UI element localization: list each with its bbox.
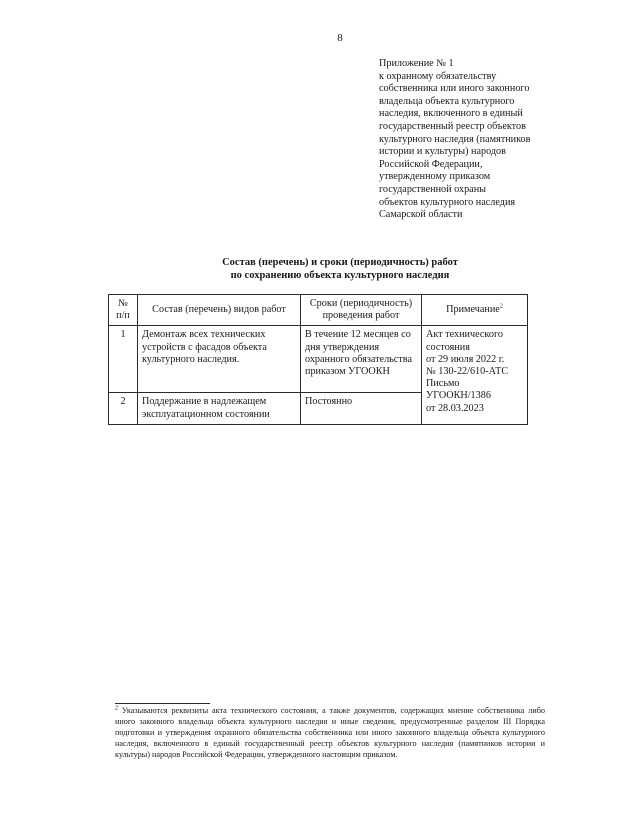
header-num: № п/п xyxy=(109,295,138,326)
appendix-line: государственной охраны xyxy=(379,183,486,195)
page-number: 8 xyxy=(337,32,343,44)
row-num: 2 xyxy=(109,393,138,424)
appendix-line: Самарской области xyxy=(379,209,463,221)
header-work: Состав (перечень) видов работ xyxy=(138,295,301,326)
row-term: В течение 12 месяцев со дня утверждения охранного обязательства приказом УГООКН xyxy=(301,326,422,393)
note-line: Акт технического состояния xyxy=(426,329,503,353)
appendix-line: наследия, включенного в единый xyxy=(379,108,523,120)
row-work: Демонтаж всех технических устройств с фасадов объекта культурного наследия. xyxy=(138,326,301,393)
appendix-line: владельца объекта культурного xyxy=(379,95,515,107)
header-term: Сроки (периодичность) проведения работ xyxy=(301,295,422,326)
footnote-marker: 2 xyxy=(115,705,118,712)
note-line: № 130-22/610-АТС xyxy=(426,366,509,378)
appendix-line: государственный реестр объектов xyxy=(379,120,526,132)
title-line-2: по сохранению объекта культурного наследия xyxy=(230,270,450,281)
footnote-text: Указываются реквизиты акта технического состояния, а также документов, содержащих мнение собственника либо иного законного владельца объекта культурного наследия и иные сведения, предусмотренные разделом III Порядка подготовки и утверждения охранного обязательства собственника или иного законного владельца объекта культурного наследия, включенного в единый государственный реестр объектов культурного наследия (памятников истории и культуры) народов Российской Федерации, утвержденного настоящим приказом. xyxy=(115,706,545,759)
appendix-line: к охранному обязательству xyxy=(379,70,497,82)
row-term: Постоянно xyxy=(301,393,422,424)
appendix-line: Приложение № 1 xyxy=(379,58,454,69)
appendix-line: Российской Федерации, xyxy=(379,158,483,170)
row-note xyxy=(422,326,528,424)
row-num: 1 xyxy=(109,326,138,393)
table-header-row xyxy=(109,295,528,326)
note-line: от 29 июля 2022 г. xyxy=(426,353,505,365)
header-note-label: Примечание xyxy=(446,304,500,316)
appendix-line: утвержденному приказом xyxy=(379,171,491,183)
document-title xyxy=(100,256,580,282)
appendix-line: объектов культурного наследия xyxy=(379,196,516,208)
title-line-1: Состав (перечень) и сроки (периодичность) работ xyxy=(222,257,458,268)
note-line: Письмо УГООКН/1386 xyxy=(426,378,491,402)
appendix-line: истории и культуры) народов xyxy=(379,146,506,158)
appendix-line: культурного наследия (памятников xyxy=(379,133,531,145)
appendix-header xyxy=(379,58,579,222)
table-row xyxy=(109,326,528,393)
row-work: Поддержание в надлежащем эксплуатационном состоянии xyxy=(138,393,301,424)
header-note xyxy=(422,295,528,326)
works-table xyxy=(108,294,528,425)
footnote-divider xyxy=(115,703,210,704)
note-line: от 28.03.2023 xyxy=(426,402,484,414)
footnote xyxy=(115,705,545,760)
header-note-footnote-ref: 2 xyxy=(499,303,503,310)
appendix-line: собственника или иного законного xyxy=(379,83,530,95)
